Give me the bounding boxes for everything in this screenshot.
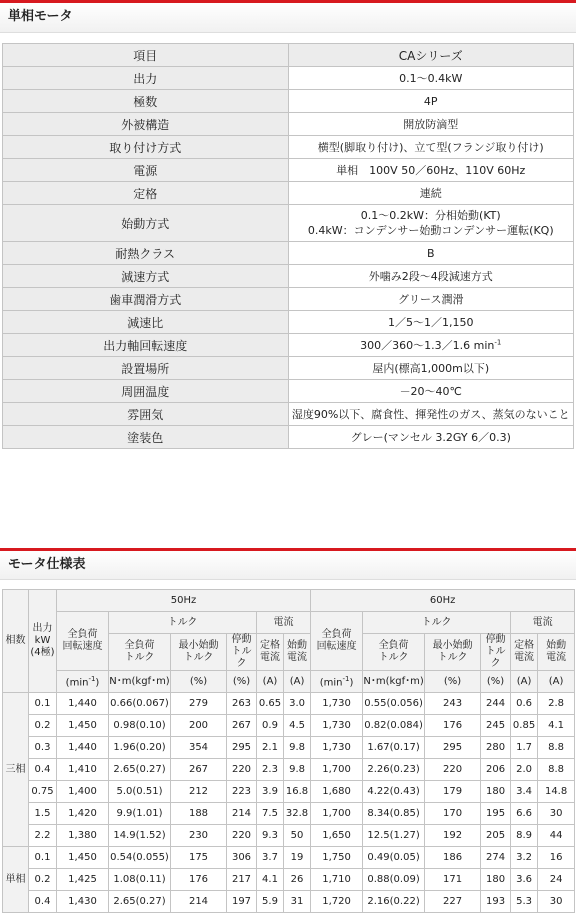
speed-header-line1: 全負荷 [67, 629, 98, 640]
data-cell: 280 [481, 737, 511, 759]
table-row [3, 715, 575, 737]
data-cell: 1,730 [311, 693, 363, 715]
spec-row [3, 426, 574, 449]
data-cell: 31 [284, 891, 311, 913]
data-cell: 1.67(0.17) [363, 737, 425, 759]
spec-value-text: 横型(脚取り付け)、立て型(フランジ取り付け) [317, 141, 544, 154]
data-cell: 7.5 [257, 803, 284, 825]
data-cell: 1,400 [57, 781, 109, 803]
table-row [3, 781, 575, 803]
data-cell: 1,440 [57, 693, 109, 715]
spec-row [3, 67, 574, 90]
spec-row [3, 182, 574, 205]
data-cell: 8.8 [538, 737, 575, 759]
data-cell: 3.4 [511, 781, 538, 803]
data-cell: 5.3 [511, 891, 538, 913]
spec-value-text: 開放防滴型 [403, 118, 459, 131]
data-cell: 1,440 [57, 737, 109, 759]
start-current-header-line1: 始動 [287, 640, 308, 651]
data-cell: 0.1 [29, 847, 57, 869]
data-cell: 220 [227, 759, 257, 781]
speed-unit-close: ) [349, 677, 354, 689]
spec-value-text: 単相 100V 50／60Hz、110V 60Hz [336, 164, 526, 177]
data-cell: 0.54(0.055) [109, 847, 171, 869]
min-start-torque-header-line2: トルク [437, 652, 468, 663]
spec-value-text: グリース潤滑 [398, 293, 464, 306]
data-cell: 0.82(0.084) [363, 715, 425, 737]
data-cell: 244 [481, 693, 511, 715]
stall-torque-header-line1: 停動 [231, 634, 252, 645]
spec-label: 定格 [3, 182, 289, 205]
phase-header: 相数 [3, 590, 29, 693]
rated-current-header [511, 634, 538, 671]
data-cell: 354 [171, 737, 227, 759]
amp-unit: (A) [538, 671, 575, 693]
start-current-header [284, 634, 311, 671]
speed-unit [57, 671, 109, 693]
rated-current-header-line1: 定格 [260, 640, 280, 651]
spec-value [288, 90, 574, 113]
data-cell: 306 [227, 847, 257, 869]
data-cell: 193 [481, 891, 511, 913]
speed-header-50 [57, 612, 109, 671]
data-cell: 1,420 [57, 803, 109, 825]
spec-row [3, 136, 574, 159]
amp-unit: (A) [257, 671, 284, 693]
spec-row [3, 334, 574, 357]
data-cell: 188 [171, 803, 227, 825]
hz60-header: 60Hz [311, 590, 575, 612]
spec-value-text: 1／5～1／1,150 [388, 316, 474, 329]
data-cell: 8.9 [511, 825, 538, 847]
data-cell: 1.7 [511, 737, 538, 759]
data-cell: 217 [227, 869, 257, 891]
speed-unit-superscript: -1 [342, 675, 350, 684]
data-cell: 170 [425, 803, 481, 825]
spec-value-text: 300／360～1.3／1.6 min [360, 339, 495, 352]
spec-value-line: 0.1～0.2kW：分相始動(KT) [360, 209, 501, 222]
spec-value-text: B [426, 246, 435, 260]
speed-unit-text: (min [319, 677, 343, 689]
spec-value [288, 334, 574, 357]
table-row [3, 825, 575, 847]
spec-row [3, 311, 574, 334]
data-cell: 245 [481, 715, 511, 737]
speed-header-line2: 回転速度 [62, 641, 103, 652]
percent-unit: (%) [171, 671, 227, 693]
speed-header-line1: 全負荷 [321, 629, 352, 640]
data-cell: 206 [481, 759, 511, 781]
section-title: モータ仕様表 [8, 557, 86, 572]
data-cell: 9.8 [284, 759, 311, 781]
spec-value-text: 4P [423, 94, 438, 108]
rated-current-header [257, 634, 284, 671]
spec-label: 減速比 [3, 311, 289, 334]
percent-unit: (%) [425, 671, 481, 693]
start-current-header [538, 634, 575, 671]
data-cell: 214 [227, 803, 257, 825]
spec-row [3, 159, 574, 182]
speed-unit-close: ) [95, 677, 100, 689]
data-cell: 1.96(0.20) [109, 737, 171, 759]
data-cell: 1,700 [311, 803, 363, 825]
output-header-line1: 出力 [32, 623, 53, 634]
spec-value [288, 403, 574, 426]
data-cell: 1,730 [311, 737, 363, 759]
rated-current-header-line1: 定格 [514, 640, 535, 651]
data-cell: 0.88(0.09) [363, 869, 425, 891]
rated-current-header-line2: 電流 [260, 652, 280, 663]
torque-unit: N･m(kgf･m) [109, 671, 171, 693]
data-cell: 180 [481, 869, 511, 891]
data-cell: 8.34(0.85) [363, 803, 425, 825]
data-cell: 26 [284, 869, 311, 891]
data-cell: 5.9 [257, 891, 284, 913]
data-cell: 220 [425, 759, 481, 781]
spec-row [3, 113, 574, 136]
speed-header-line2: 回転速度 [316, 641, 357, 652]
data-cell: 0.2 [29, 869, 57, 891]
data-cell: 176 [425, 715, 481, 737]
spec-row [3, 403, 574, 426]
data-cell: 176 [171, 869, 227, 891]
spec-value-text: 0.1～0.4kW [399, 72, 463, 85]
data-cell: 4.1 [538, 715, 575, 737]
data-cell: 1,700 [311, 759, 363, 781]
data-cell: 230 [171, 825, 227, 847]
start-current-header-line2: 電流 [546, 652, 567, 663]
hz50-header: 50Hz [57, 590, 311, 612]
stall-torque-header-line2: トルク [231, 646, 252, 669]
amp-unit: (A) [511, 671, 538, 693]
spec-value-text: グレー(マンセル 3.2GY 6／0.3) [350, 431, 511, 444]
data-cell: 8.8 [538, 759, 575, 781]
table-row [3, 693, 575, 715]
spec-value-line: 0.4kW：コンデンサー始動コンデンサー運転(KQ) [307, 224, 554, 237]
spec-label: 耐熱クラス [3, 242, 289, 265]
spec-label: 取り付け方式 [3, 136, 289, 159]
data-cell: 16.8 [284, 781, 311, 803]
spec-row [3, 380, 574, 403]
spec-label: 塗装色 [3, 426, 289, 449]
data-cell: 24 [538, 869, 575, 891]
data-cell: 30 [538, 891, 575, 913]
stall-torque-header-line2: トルク [485, 646, 506, 669]
data-cell: 5.0(0.51) [109, 781, 171, 803]
spec-label: 設置場所 [3, 357, 289, 380]
spec-row [3, 265, 574, 288]
spec-value [288, 288, 574, 311]
data-cell: 220 [227, 825, 257, 847]
data-cell: 175 [171, 847, 227, 869]
data-cell: 0.6 [511, 693, 538, 715]
spec-value-text: 連続 [419, 187, 442, 200]
table-row [3, 759, 575, 781]
spec-row [3, 205, 574, 242]
spec-label: 歯車潤滑方式 [3, 288, 289, 311]
full-load-torque-header-line1: 全負荷 [378, 640, 409, 651]
data-cell: 0.66(0.067) [109, 693, 171, 715]
data-cell: 3.0 [284, 693, 311, 715]
speed-unit-text: (min [65, 677, 89, 689]
speed-header-60 [311, 612, 363, 671]
table-row [3, 869, 575, 891]
percent-unit: (%) [227, 671, 257, 693]
spec-value-text: 屋内(標高1,000m以下) [372, 362, 490, 375]
data-cell: 2.2 [29, 825, 57, 847]
data-cell: 179 [425, 781, 481, 803]
current-header-50: 電流 [257, 612, 311, 634]
rated-current-header-line2: 電流 [514, 652, 535, 663]
data-cell: 295 [227, 737, 257, 759]
spec-label: 始動方式 [3, 205, 289, 242]
data-cell: 2.0 [511, 759, 538, 781]
data-cell: 212 [171, 781, 227, 803]
data-cell: 2.65(0.27) [109, 891, 171, 913]
data-cell: 186 [425, 847, 481, 869]
full-load-torque-header-line2: トルク [124, 652, 155, 663]
min-start-torque-header-line1: 最小始動 [178, 640, 219, 651]
data-cell: 1,425 [57, 869, 109, 891]
data-cell: 0.1 [29, 693, 57, 715]
data-cell: 1,750 [311, 847, 363, 869]
single-phase-motor-heading [0, 0, 576, 33]
min-start-torque-header-line1: 最小始動 [432, 640, 473, 651]
data-cell: 9.9(1.01) [109, 803, 171, 825]
data-cell: 180 [481, 781, 511, 803]
min-start-torque-header [425, 634, 481, 671]
data-cell: 2.16(0.22) [363, 891, 425, 913]
data-cell: 4.5 [284, 715, 311, 737]
data-cell: 44 [538, 825, 575, 847]
spec-label: 外被構造 [3, 113, 289, 136]
data-cell: 0.65 [257, 693, 284, 715]
section-title: 単相モータ [8, 9, 73, 24]
spec-label: 極数 [3, 90, 289, 113]
spec-row [3, 90, 574, 113]
spec-value [288, 426, 574, 449]
phase-cell: 単相 [3, 847, 29, 913]
spec-label: 周囲温度 [3, 380, 289, 403]
data-cell: 1,720 [311, 891, 363, 913]
spec-header-row [3, 44, 574, 67]
stall-torque-header [481, 634, 511, 671]
full-load-torque-header-line1: 全負荷 [124, 640, 155, 651]
percent-unit: (%) [481, 671, 511, 693]
data-cell: 0.75 [29, 781, 57, 803]
data-cell: 1.5 [29, 803, 57, 825]
start-current-header-line1: 始動 [546, 640, 567, 651]
table-row [3, 891, 575, 913]
data-cell: 227 [425, 891, 481, 913]
data-cell: 1,710 [311, 869, 363, 891]
data-cell: 1,380 [57, 825, 109, 847]
data-cell: 1,410 [57, 759, 109, 781]
data-cell: 0.55(0.056) [363, 693, 425, 715]
data-cell: 1,730 [311, 715, 363, 737]
data-cell: 16 [538, 847, 575, 869]
data-cell: 1,650 [311, 825, 363, 847]
header-row-4 [3, 671, 575, 693]
data-cell: 279 [171, 693, 227, 715]
data-cell: 0.3 [29, 737, 57, 759]
data-cell: 267 [171, 759, 227, 781]
output-header-line3: (4極) [30, 647, 55, 658]
data-cell: 9.3 [257, 825, 284, 847]
data-cell: 9.8 [284, 737, 311, 759]
full-load-torque-header [109, 634, 171, 671]
spec-value [288, 205, 574, 242]
phase-cell: 三相 [3, 693, 29, 847]
spec-header-label: 項目 [3, 44, 289, 67]
amp-unit: (A) [284, 671, 311, 693]
data-cell: 214 [171, 891, 227, 913]
data-cell: 1.08(0.11) [109, 869, 171, 891]
data-cell: 19 [284, 847, 311, 869]
data-cell: 2.65(0.27) [109, 759, 171, 781]
output-header [29, 590, 57, 693]
motor-spec-table-heading [0, 548, 576, 580]
data-cell: 12.5(1.27) [363, 825, 425, 847]
output-header-line2: kW [34, 635, 51, 646]
spec-label: 雰囲気 [3, 403, 289, 426]
motor-spec-table [2, 589, 575, 913]
data-cell: 4.1 [257, 869, 284, 891]
spec-table [2, 43, 574, 449]
spec-value [288, 311, 574, 334]
spec-value [288, 159, 574, 182]
min-start-torque-header-line2: トルク [183, 652, 214, 663]
data-cell: 2.1 [257, 737, 284, 759]
torque-header-50: トルク [109, 612, 257, 634]
spec-row [3, 242, 574, 265]
data-cell: 0.49(0.05) [363, 847, 425, 869]
data-cell: 1,450 [57, 715, 109, 737]
spec-header-value: CAシリーズ [288, 44, 574, 67]
table-row [3, 803, 575, 825]
data-cell: 171 [425, 869, 481, 891]
data-cell: 267 [227, 715, 257, 737]
data-cell: 263 [227, 693, 257, 715]
data-cell: 14.8 [538, 781, 575, 803]
data-cell: 0.2 [29, 715, 57, 737]
data-cell: 3.7 [257, 847, 284, 869]
current-header-60: 電流 [511, 612, 575, 634]
data-cell: 0.85 [511, 715, 538, 737]
spec-value [288, 67, 574, 90]
speed-unit [311, 671, 363, 693]
table-row [3, 847, 575, 869]
data-cell: 3.6 [511, 869, 538, 891]
data-cell: 0.4 [29, 891, 57, 913]
data-cell: 4.22(0.43) [363, 781, 425, 803]
data-cell: 3.2 [511, 847, 538, 869]
data-cell: 50 [284, 825, 311, 847]
spec-label: 減速方式 [3, 265, 289, 288]
spec-row [3, 288, 574, 311]
data-cell: 243 [425, 693, 481, 715]
spec-value [288, 265, 574, 288]
spec-row [3, 357, 574, 380]
data-cell: 30 [538, 803, 575, 825]
spec-value [288, 136, 574, 159]
data-cell: 6.6 [511, 803, 538, 825]
data-cell: 32.8 [284, 803, 311, 825]
data-cell: 2.26(0.23) [363, 759, 425, 781]
data-cell: 2.3 [257, 759, 284, 781]
data-cell: 2.8 [538, 693, 575, 715]
torque-unit: N･m(kgf･m) [363, 671, 425, 693]
speed-unit-superscript: -1 [88, 675, 96, 684]
data-cell: 200 [171, 715, 227, 737]
stall-torque-header [227, 634, 257, 671]
data-cell: 0.98(0.10) [109, 715, 171, 737]
data-cell: 14.9(1.52) [109, 825, 171, 847]
header-row-1 [3, 590, 575, 612]
data-cell: 0.9 [257, 715, 284, 737]
data-cell: 0.4 [29, 759, 57, 781]
data-cell: 3.9 [257, 781, 284, 803]
spec-value [288, 182, 574, 205]
spec-value-text: 外噛み2段～4段減速方式 [368, 270, 493, 283]
data-cell: 274 [481, 847, 511, 869]
spec-value-superscript: -1 [494, 338, 502, 347]
header-row-2 [3, 612, 575, 634]
data-cell: 1,430 [57, 891, 109, 913]
stall-torque-header-line1: 停動 [485, 634, 506, 645]
table-row [3, 737, 575, 759]
spec-value [288, 242, 574, 265]
data-cell: 223 [227, 781, 257, 803]
torque-header-60: トルク [363, 612, 511, 634]
data-cell: 1,450 [57, 847, 109, 869]
spec-value-text: －20～40℃ [399, 385, 462, 398]
spec-value-text: 湿度90%以下、腐食性、揮発性のガス、蒸気のないこと [291, 408, 570, 421]
start-current-header-line2: 電流 [287, 652, 308, 663]
data-cell: 197 [227, 891, 257, 913]
data-cell: 195 [481, 803, 511, 825]
data-cell: 192 [425, 825, 481, 847]
spec-label: 出力軸回転速度 [3, 334, 289, 357]
spec-label: 出力 [3, 67, 289, 90]
data-cell: 1,680 [311, 781, 363, 803]
spec-value [288, 380, 574, 403]
spec-value [288, 113, 574, 136]
data-cell: 205 [481, 825, 511, 847]
full-load-torque-header-line2: トルク [378, 652, 409, 663]
data-cell: 295 [425, 737, 481, 759]
full-load-torque-header [363, 634, 425, 671]
spec-value [288, 357, 574, 380]
spec-label: 電源 [3, 159, 289, 182]
min-start-torque-header [171, 634, 227, 671]
